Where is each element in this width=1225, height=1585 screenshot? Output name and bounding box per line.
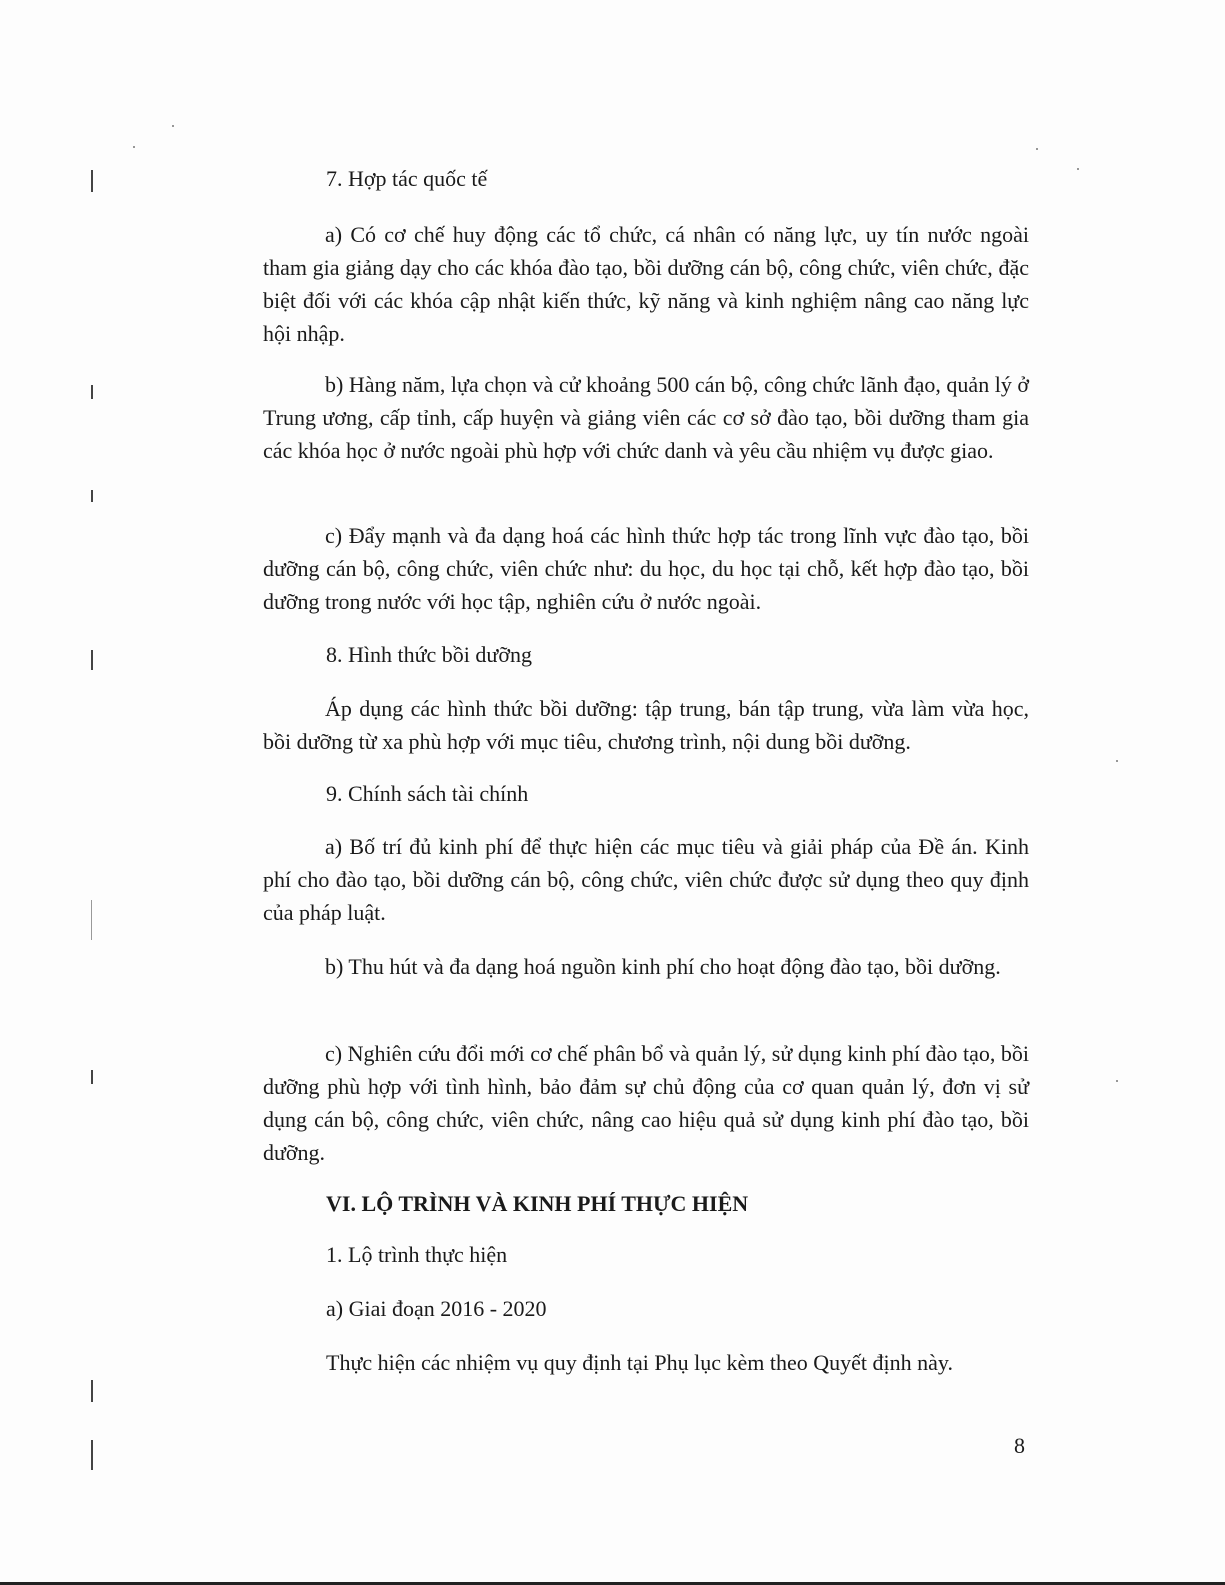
scan-margin-mark [91, 1380, 93, 1402]
scan-margin-mark [91, 1070, 93, 1084]
scan-margin-mark [91, 1440, 93, 1470]
paragraph: b) Thu hút và đa dạng hoá nguồn kinh phí cho hoạt động đào tạo, bồi dưỡng. [325, 954, 1001, 979]
scan-speck [1116, 760, 1118, 762]
scan-speck [1036, 148, 1038, 150]
page-number: 8 [1014, 1433, 1025, 1458]
section-heading: 7. Hợp tác quốc tế [326, 166, 488, 191]
section-heading: 9. Chính sách tài chính [326, 781, 529, 806]
scan-margin-mark [91, 490, 93, 502]
scan-speck [172, 125, 174, 127]
scan-speck [1077, 168, 1079, 170]
scan-margin-mark [91, 170, 93, 192]
scan-margin-mark [91, 650, 93, 670]
scan-speck [133, 146, 135, 148]
section-heading: 8. Hình thức bồi dưỡng [326, 642, 532, 667]
sub-heading: 1. Lộ trình thực hiện [326, 1242, 508, 1267]
chapter-heading: VI. LỘ TRÌNH VÀ KINH PHÍ THỰC HIỆN [326, 1191, 749, 1216]
scan-margin-mark [91, 900, 92, 940]
paragraph: b) Hàng năm, lựa chọn và cử khoảng 500 cán bộ, công chức lãnh đạo, quản lý ở Trung ương, cấp tỉnh, cấp huyện và giảng viên các cơ sở đào tạo, bồi dưỡng tham gia các khóa học ở nước ngoài phù hợp với chức danh và yêu cầu nhiệm vụ được giao. [263, 372, 1029, 463]
paragraph: c) Đẩy mạnh và đa dạng hoá các hình thức hợp tác trong lĩnh vực đào tạo, bồi dưỡng cán bộ, công chức, viên chức như: du học, du học tại chỗ, kết hợp đào tạo, bồi dưỡng trong nước với học tập, nghiên cứu ở nước ngoài. [263, 523, 1029, 614]
phase-heading: a) Giai đoạn 2016 - 2020 [326, 1296, 547, 1321]
scan-speck [1116, 1080, 1118, 1082]
paragraph: a) Có cơ chế huy động các tổ chức, cá nhân có năng lực, uy tín nước ngoài tham gia giảng dạy cho các khóa đào tạo, bồi dưỡng cán bộ, công chức, viên chức, đặc biệt đối với các khóa cập nhật kiến thức, kỹ năng và kinh nghiệm nâng cao năng lực hội nhập. [263, 222, 1029, 346]
phase-text: Thực hiện các nhiệm vụ quy định tại Phụ lục kèm theo Quyết định này. [326, 1350, 953, 1375]
scan-margin-mark [91, 385, 93, 399]
paragraph: Áp dụng các hình thức bồi dưỡng: tập trung, bán tập trung, vừa làm vừa học, bồi dưỡng từ xa phù hợp với mục tiêu, chương trình, nội dung bồi dưỡng. [263, 696, 1029, 754]
paragraph: a) Bố trí đủ kinh phí để thực hiện các mục tiêu và giải pháp của Đề án. Kinh phí cho đào tạo, bồi dưỡng cán bộ, công chức, viên chức được sử dụng theo quy định của pháp luật. [263, 834, 1029, 925]
paragraph: c) Nghiên cứu đổi mới cơ chế phân bổ và quản lý, sử dụng kinh phí đào tạo, bồi dưỡng phù hợp với tình hình, bảo đảm sự chủ động của cơ quan quản lý, đơn vị sử dụng cán bộ, công chức, viên chức, nâng cao hiệu quả sử dụng kinh phí đào tạo, bồi dưỡng. [263, 1041, 1029, 1165]
